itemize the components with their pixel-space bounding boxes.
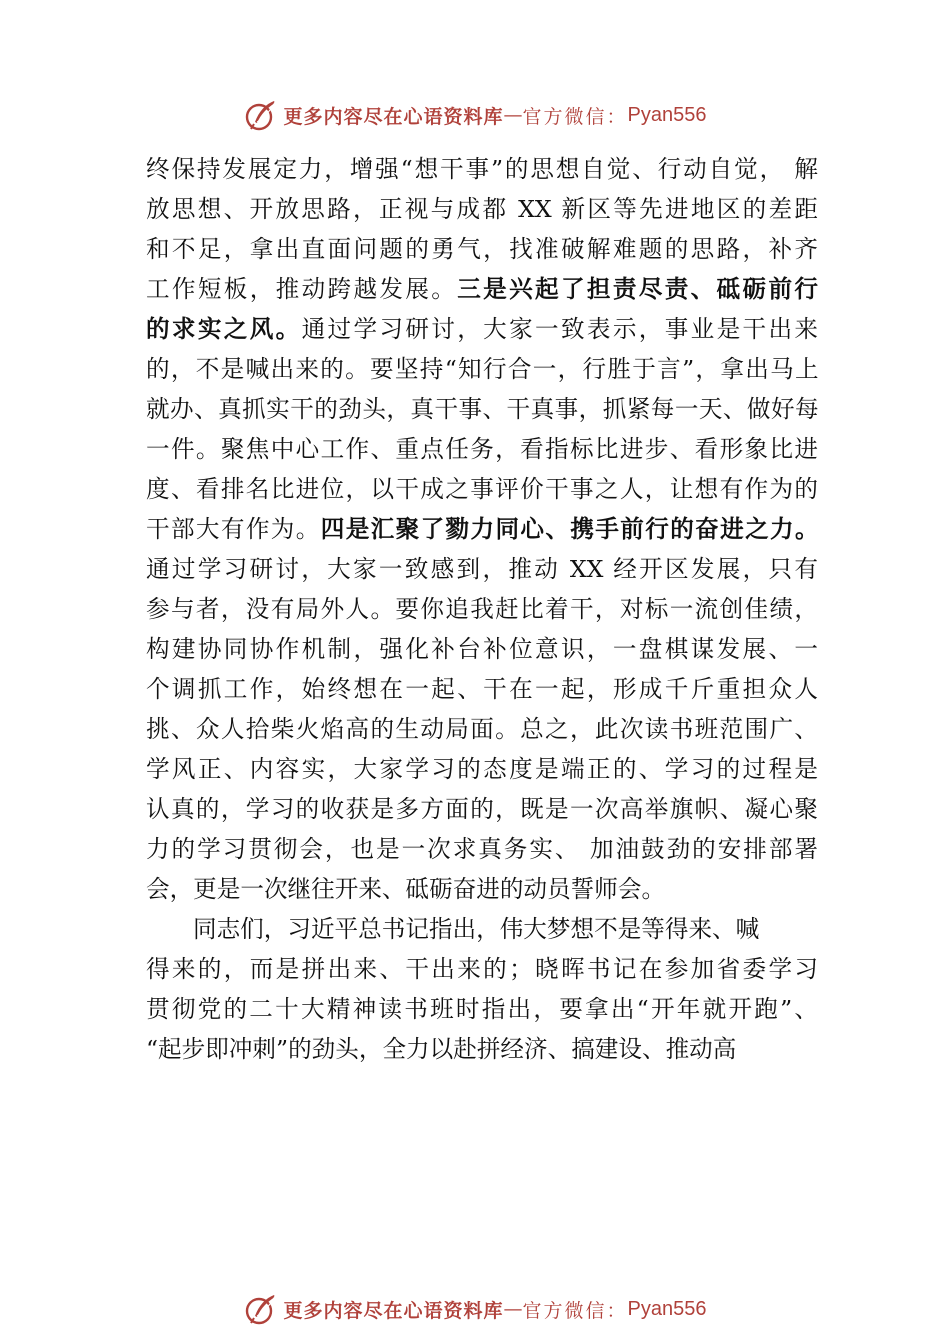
text-line: 的求实之风。通过学习研讨，大家一致表示，事业是干出来 xyxy=(146,315,819,343)
watermark-brand: 更多内容尽在心语资料库 xyxy=(283,105,504,128)
text-line: 认真的，学习的收获是多方面的，既是一次高举旗帜、凝心聚 xyxy=(146,795,818,823)
text-line: 会，更是一次继往开来、砥砺奋进的动员誓师会。 xyxy=(146,875,666,903)
text-line: 参与者，没有局外人。要你追我赶比着干，对标一流创佳绩， xyxy=(146,595,818,623)
watermark-brand: 更多内容尽在心语资料库 xyxy=(283,1299,504,1322)
text-line: 工作短板，推动跨越发展。三是兴起了担责尽责、砥砺前行 xyxy=(146,275,818,303)
text-line: 构建协同协作机制，强化补台补位意识，一盘棋谋发展、一 xyxy=(146,635,818,663)
text-line: 一件。聚焦中心工作、重点任务，看指标比进步、看形象比进 xyxy=(146,435,818,463)
text-line: 放思想、开放思路，正视与成都 XX 新区等先进地区的差距 xyxy=(146,195,818,223)
text-line: 学风正、内容实，大家学习的态度是端正的、学习的过程是 xyxy=(146,755,818,783)
text-line: 度、看排名比进位，以干成之事评价干事之人，让想有作为的 xyxy=(146,475,818,503)
watermark-contact-label: 官方微信： xyxy=(522,105,628,128)
text-line: “起步即冲刺”的劲头，全力以赴拼经济、搞建设、推动高 xyxy=(146,1035,737,1063)
text-line: 同志们，习近平总书记指出，伟大梦想不是等得来、喊 xyxy=(193,915,760,943)
watermark-contact-label: 官方微信： xyxy=(522,1299,628,1322)
text-line: 干部大有作为。四是汇聚了勠力同心、携手前行的奋进之力。 xyxy=(146,515,818,543)
watermark-handle: Pyan556 xyxy=(627,1297,707,1320)
text-line: 和不足，拿出直面问题的勇气，找准破解难题的思路，补齐 xyxy=(146,235,818,263)
header-watermark xyxy=(0,95,950,135)
text-line: 个调抓工作，始终想在一起、干在一起，形成千斤重担众人 xyxy=(146,675,818,703)
text-line: 的，不是喊出来的。要坚持“知行合一，行胜于言”，拿出马上 xyxy=(146,355,818,383)
emphasis-four: 四是汇聚了勠力同心、携手前行的奋进之力。 xyxy=(320,515,818,543)
feather-logo-icon xyxy=(244,98,278,132)
emphasis-three: 三是兴起了担责尽责、砥砺前行 xyxy=(457,275,818,303)
text-line: 通过学习研讨，大家一致感到，推动 XX 经开区发展，只有 xyxy=(146,555,818,583)
watermark-separator: — xyxy=(503,104,523,126)
text-line: 得来的，而是拼出来、干出来的；晓晖书记在参加省委学习 xyxy=(146,955,818,983)
text-line: 挑、众人拾柴火焰高的生动局面。总之，此次读书班范围广、 xyxy=(146,715,818,743)
text-line: 终保持发展定力，增强“想干事”的思想自觉、行动自觉， 解 xyxy=(146,155,818,183)
watermark-separator: — xyxy=(503,1298,523,1320)
text-line: 力的学习贯彻会，也是一次求真务实、 加油鼓劲的安排部署 xyxy=(146,835,818,863)
emphasis-three-end: 的求实之风。 xyxy=(146,315,302,343)
footer-watermark xyxy=(0,1289,950,1329)
watermark-handle: Pyan556 xyxy=(627,103,707,126)
feather-logo-icon xyxy=(244,1292,278,1326)
text-line: 贯彻党的二十大精神读书班时指出，要拿出“开年就开跑”、 xyxy=(146,995,818,1023)
text-line: 就办、真抓实干的劲头，真干事、干真事，抓紧每一天、做好每 xyxy=(146,395,818,423)
body-text xyxy=(146,149,818,1069)
